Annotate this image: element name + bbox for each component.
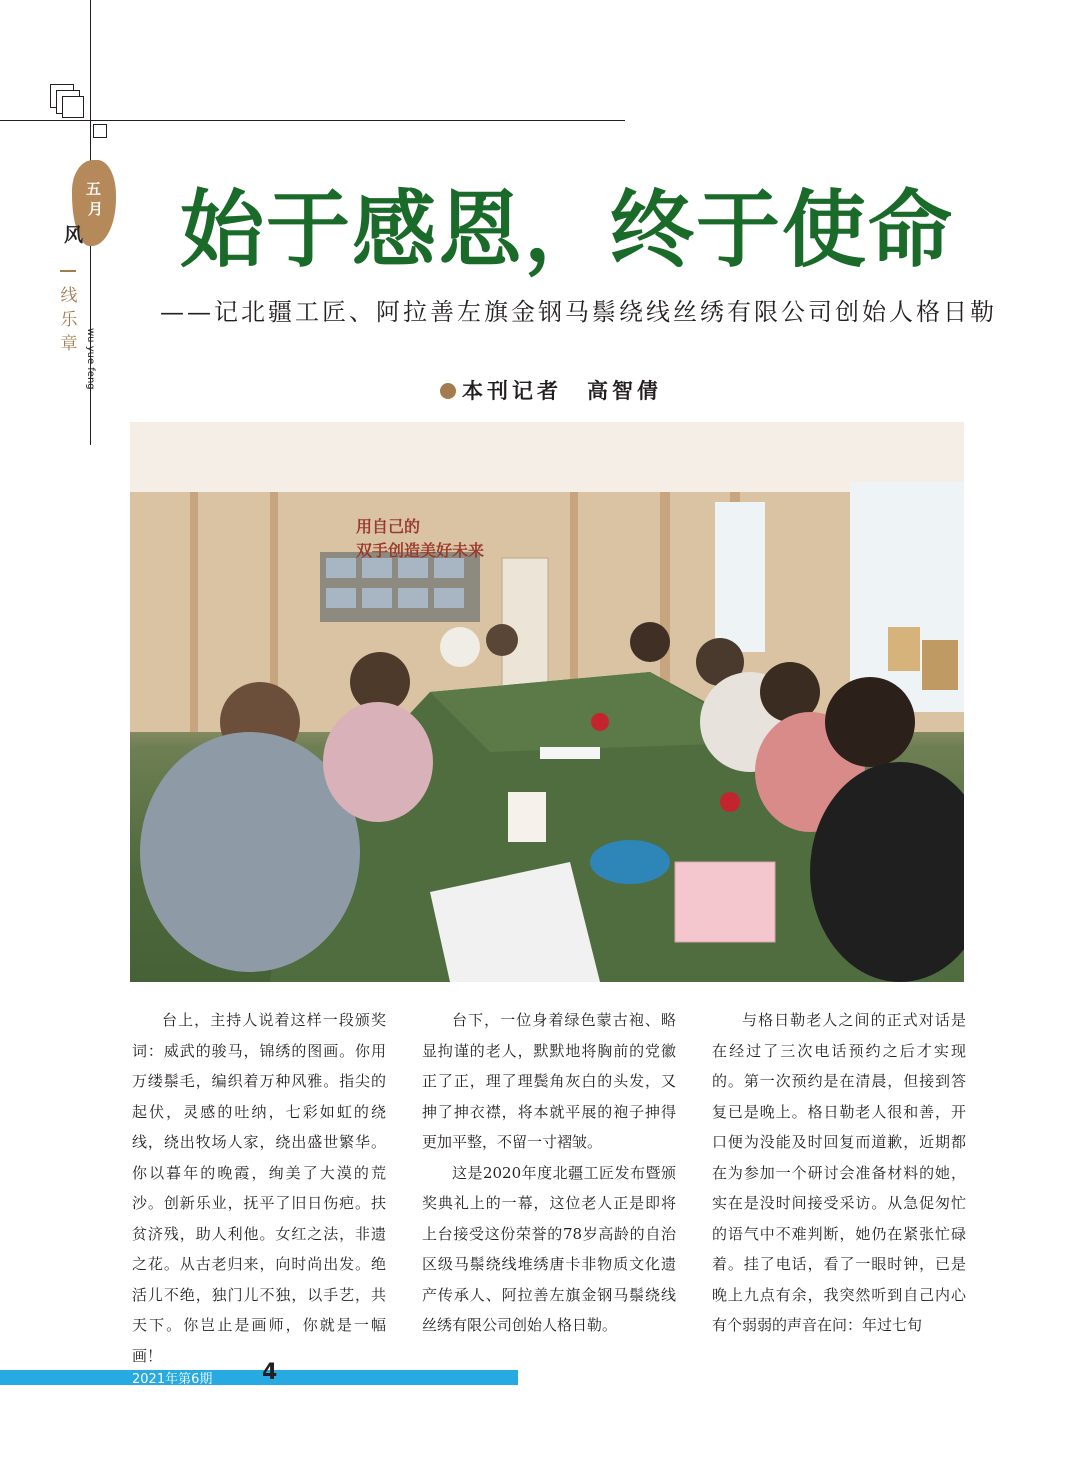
paragraph: 台下，一位身着绿色蒙古袍、略显拘谨的老人，默默地将胸前的党徽正了正，理了理鬓角灰白的头发，又抻了抻衣襟，将本就平展的袍子抻得更加平整，不留一寸褶皱。 xyxy=(422,1011,676,1151)
corner-square-icon xyxy=(62,96,84,118)
footer-issue: 2021年第6期 xyxy=(132,1372,213,1387)
paragraph: 这是2020年度北疆工匠发布暨颁奖典礼上的一幕，这位老人正是即将上台接受这份荣誉的78岁高龄的自治区级马鬃绕线堆绣唐卡非物质文化遗产传承人、阿拉善左旗金钢马鬃绕线丝绣有限公司创始人格日勒。 xyxy=(422,1163,676,1334)
workshop-photo-illustration xyxy=(130,422,964,982)
body-column-3 xyxy=(712,1005,966,1341)
paragraph: 台上，主持人说着这样一段颁奖词：威武的骏马，锦绣的图画。你用万缕鬃毛，编织着万种风雅。指尖的起伏，灵感的吐纳，七彩如虹的绕线，绕出牧场人家，绕出盛世繁华。你以暮年的晚霞，绚美了大漠的荒沙。创新乐业，抚平了旧日伤疤。扶贫济残，助人利他。女红之法，非遗之花。从古老归来，向时尚出发。绝活儿不绝，独门儿不独，以手艺，共天下。你岂止是画师，你就是一幅画！ xyxy=(132,1011,386,1365)
footer-bar xyxy=(0,1370,518,1385)
byline xyxy=(440,375,662,405)
photo-banner-line1: 用自己的 xyxy=(356,517,421,536)
column-pinyin: wu yue feng xyxy=(85,328,96,390)
column-name-dash xyxy=(60,270,76,272)
column-badge-char-3: 风 xyxy=(64,224,84,246)
column-badge-char-2: 月 xyxy=(88,200,104,218)
article-title: 始于感恩，终于使命 xyxy=(180,181,955,279)
photo-banner-line2: 双手创造美好未来 xyxy=(356,541,485,560)
body-column-2 xyxy=(422,1005,676,1341)
article-photo xyxy=(130,422,964,982)
body-column-1 xyxy=(132,1005,386,1371)
horizontal-rule xyxy=(0,120,625,121)
byline-dot-icon xyxy=(440,383,456,399)
byline-text: 本刊记者 高智倩 xyxy=(462,378,662,403)
article-subtitle: ——记北疆工匠、阿拉善左旗金钢马鬃绕线丝绣有限公司创始人格日勒 xyxy=(160,298,997,326)
column-badge-char-1: 五 xyxy=(86,180,102,198)
paragraph: 与格日勒老人之间的正式对话是在经过了三次电话预约之后才实现的。第一次预约是在清晨，但接到答复已是晚上。格日勒老人很和善，开口便为没能及时回复而道歉，近期都在为参加一个研讨会准备材料的她，实在是没时间接受采访。从急促匆忙的语气中不难判断，她仍在紧张忙碌着。挂了电话，看了一眼时钟，已是晚上九点有余，我突然听到自己内心有个弱弱的声音在问：年过七旬 xyxy=(712,1011,966,1334)
page-number: 4 xyxy=(262,1360,278,1385)
column-name: 线乐章 xyxy=(60,286,78,354)
small-square-icon xyxy=(93,124,107,138)
